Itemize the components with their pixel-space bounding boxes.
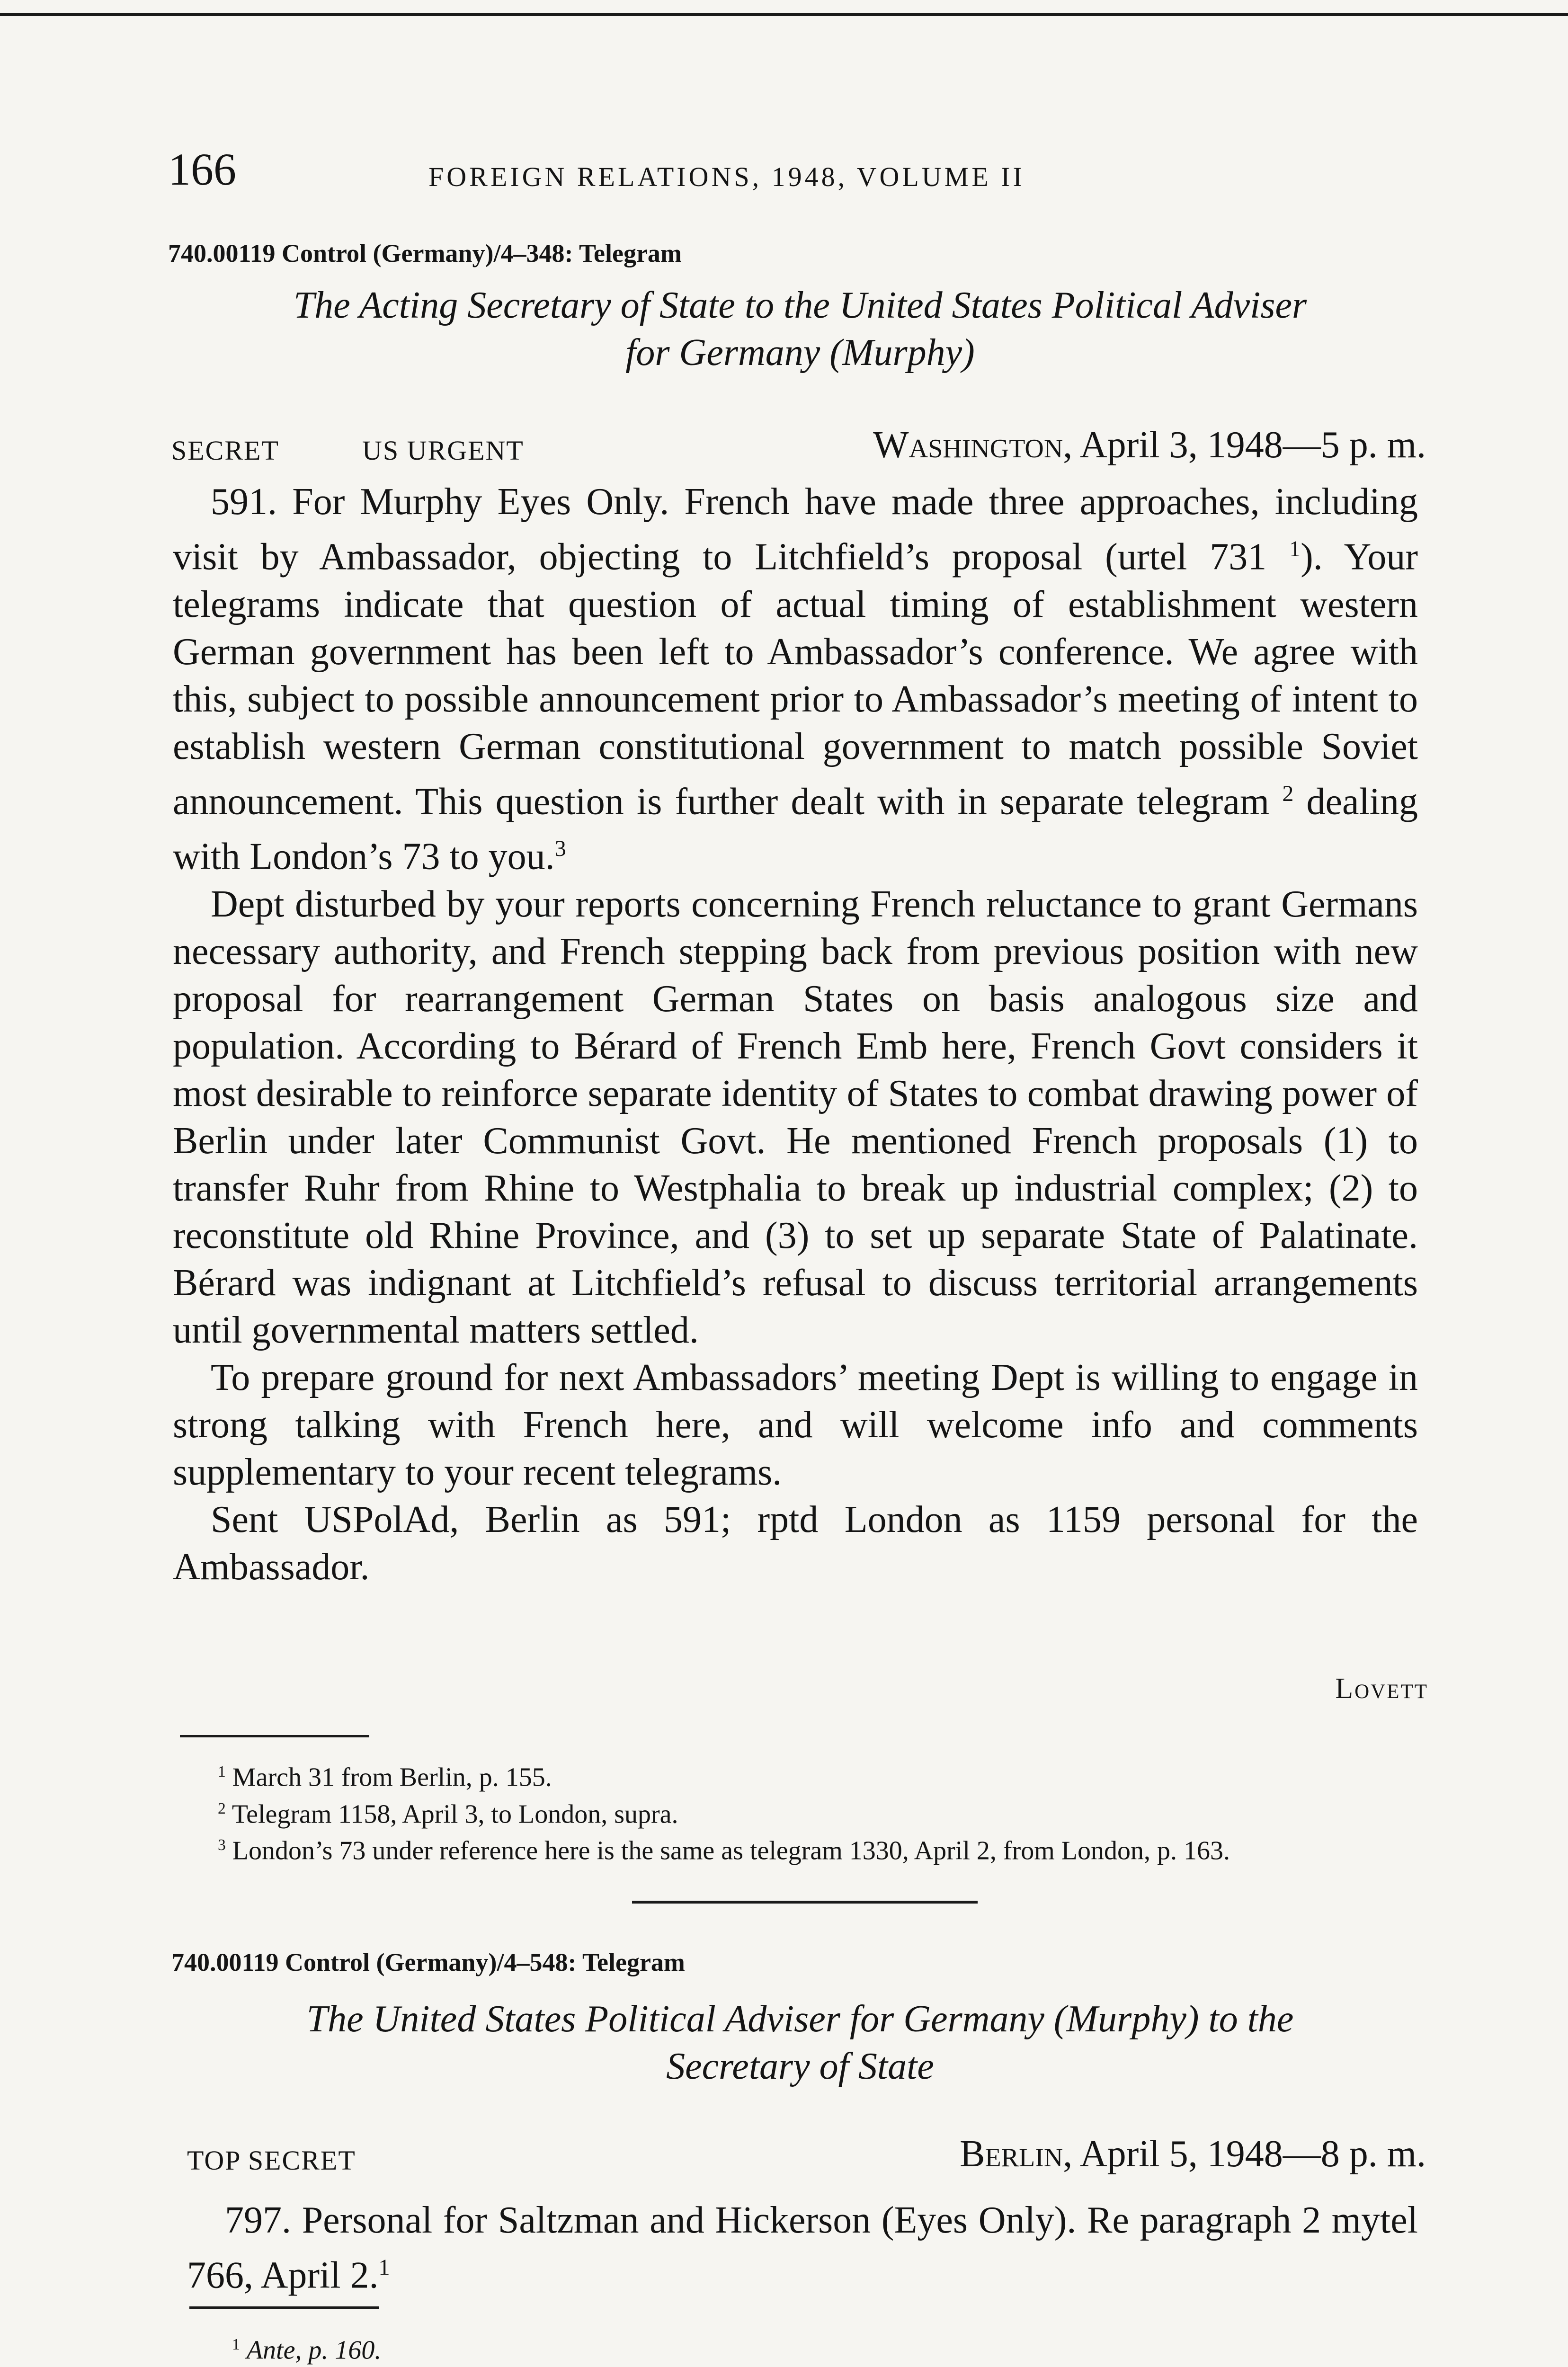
doc1-footnote-2: $^2$ Telegram 1158, April 3, to London, supra. [218,1799,678,1829]
doc2-title-line1: The United States Political Adviser for Germany (Murphy) to the [306,1998,1294,2040]
doc2-title [168,1995,1432,2090]
footnote-ref-1: 1 [1289,536,1301,561]
doc1-title [168,282,1432,376]
doc1-title-line1: The Acting Secretary of State to the United States Political Adviser [293,285,1307,326]
doc1-place: Washington, [873,424,1073,466]
doc1-date: April 3, 1948—5 p. m. [1079,424,1426,466]
footnote-ref-2: 2 [1282,781,1294,806]
doc2-body [187,2197,1418,2299]
doc2-title-line2: Secretary of State [666,2046,934,2087]
doc2-footnote-ref: 1 [378,2255,390,2280]
doc1-footnotes [175,1756,1420,1867]
document-separator-rule [632,1901,978,1904]
doc1-footnote-1: $^1$ March 31 from Berlin, p. 155. [218,1762,552,1792]
doc2-classification: TOP SECRET [187,2145,356,2176]
running-title: FOREIGN RELATIONS, 1948, VOLUME II [428,161,1025,192]
page-number: 166 [168,144,236,195]
doc2-place: Berlin, [960,2133,1073,2175]
doc2-dateline [960,2135,1426,2173]
doc2-paragraph-1: 797. Personal for Saltzman and Hickerson (Eyes Only). Re paragraph 2 mytel 766, April 2.$^1$ [187,2199,1418,2296]
doc1-paragraph-2: Dept disturbed by your reports concerning French reluctance to grant Germans necessary authority, and French stepping back from previous position with new proposal for rearrangement German States on basis analogous size and population. According to Bérard of French Emb here, French Govt considers it most desirable to reinforce separate identity of States to combat drawing power of Berlin under later Communist Govt. He mentioned French proposals (1) to transfer Ruhr from Rhine to Westphalia to break up industrial complex; (2) to reconstitute old Rhine Province, and (3) to set up separate State of Palatinate. Bérard was indignant at Litchfield’s refusal to discuss territorial arrangements until governmental matters settled. [173,883,1418,1351]
doc1-paragraph-3: To prepare ground for next Ambassadors’ meeting Dept is willing to engage in strong talking with French here, and will welcome info and comments supplementary to your recent telegrams. [173,1356,1418,1493]
doc1-signature: Lovett [1335,1673,1428,1705]
top-border-rule [0,13,1568,16]
doc1-footnote-3: $^3$ London’s 73 under reference here is the same as telegram 1330, April 2, from London, p. 163. [218,1836,1230,1866]
doc2-date: April 5, 1948—8 p. m. [1079,2133,1426,2175]
footnote-ref-3: 3 [554,836,566,862]
doc1-priority: US URGENT [362,435,524,466]
doc1-paragraph-4: Sent USPolAd, Berlin as 591; rptd London as 1159 personal for the Ambassador. [173,1498,1418,1588]
doc2-file-number: 740.00119 Control (Germany)/4–548: Telegram [171,1948,685,1976]
doc1-body [173,478,1418,1591]
doc1-dateline [873,426,1426,464]
footnote-separator [180,1735,369,1737]
doc2-footnote-separator [189,2306,379,2309]
doc1-file-number: 740.00119 Control (Germany)/4–348: Telegram [168,239,682,267]
doc1-title-line2: for Germany (Murphy) [625,332,975,374]
doc1-paragraph-1: 591. For Murphy Eyes Only. French have made three approaches, including visit by Ambassador, objecting to Litchfield’s proposal (urtel 731 $^1$). Your telegrams indicate that question of actual timing of establishment western German government has been left to Ambassador’s conference. We agree with this, subject to possible announcement prior to Ambassador’s meeting of intent to establish western German constitutional government to match possible Soviet announcement. This question is further dealt with in separate telegram $^2$ dealing with London’s 73 to you.$^3$ [173,481,1418,878]
doc2-footnote-1: $^1$ Ante, p. 160. [232,2335,382,2365]
doc2-footnotes [189,2329,1420,2366]
doc1-classification: SECRET [171,435,279,466]
